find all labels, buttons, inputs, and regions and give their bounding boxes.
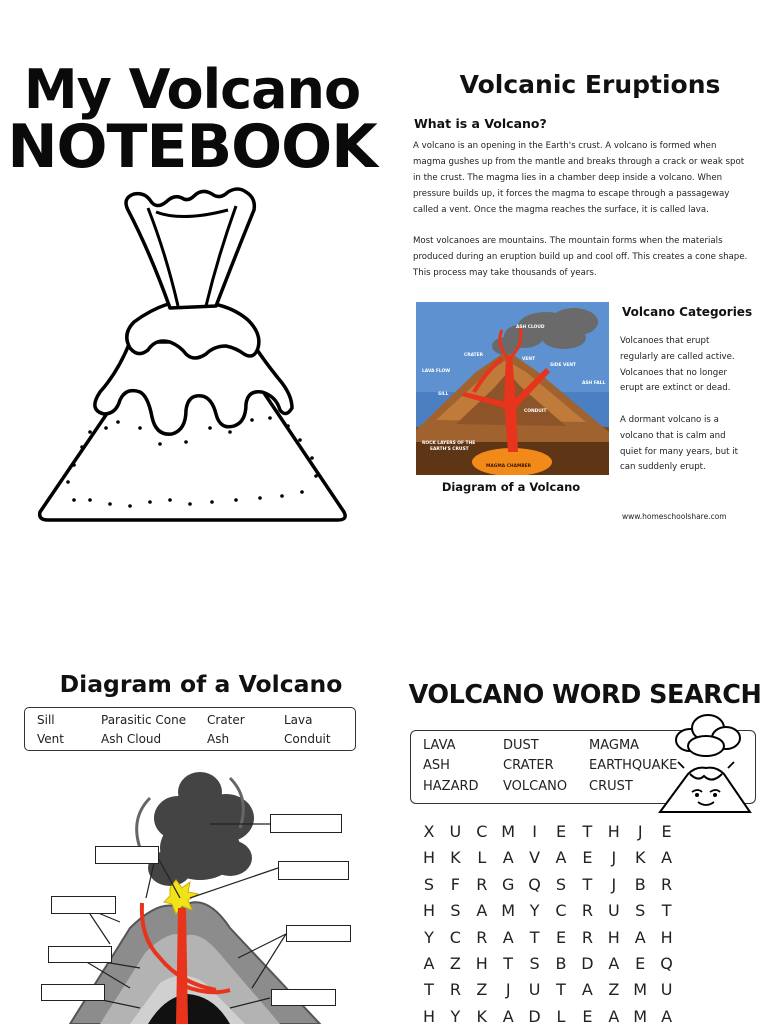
grid-letter[interactable]: L <box>556 1006 566 1026</box>
grid-letter[interactable]: R <box>661 874 673 894</box>
grid-letter[interactable]: X <box>423 822 435 841</box>
grid-letter[interactable]: H <box>422 848 436 868</box>
grid-letter[interactable]: Z <box>449 954 461 973</box>
grid-letter[interactable]: Z <box>476 980 488 1000</box>
grid-letter[interactable]: H <box>475 954 488 973</box>
grid-letter[interactable]: C <box>476 822 488 841</box>
grid-letter[interactable]: A <box>661 848 673 868</box>
grid-letter[interactable]: T <box>529 927 540 947</box>
word-bank-item: CRUST <box>589 779 633 794</box>
diagram-label-crater: CRATER <box>464 353 484 358</box>
grid-letter[interactable]: S <box>423 874 435 894</box>
grid-letter[interactable]: K <box>476 1006 488 1026</box>
word-bank-item: Crater <box>207 713 245 727</box>
blank-label-box[interactable] <box>286 925 351 942</box>
grid-letter[interactable]: B <box>634 874 646 894</box>
grid-letter[interactable]: T <box>661 901 672 921</box>
grid-letter[interactable]: J <box>505 980 511 1000</box>
grid-letter[interactable]: U <box>528 980 541 1000</box>
diagram-label-conduit: CONDUIT <box>524 409 547 414</box>
grid-letter[interactable]: Y <box>529 901 540 921</box>
blank-label-box[interactable] <box>51 896 116 914</box>
grid-letter[interactable]: E <box>555 927 567 947</box>
grid-letter[interactable]: G <box>501 874 515 894</box>
eruptions-paragraph-1: A volcano is an opening in the Earth's crust. A volcano is formed when magma gushes up from the mantle and breaks through a crack or weak spot in the crust. The magma lies in a chamber deep inside a volcano. When pressure builds up, it forces the magma to escape through a passageway called a vent. Once the magma reaches the surface, it is called lava. <box>413 141 745 215</box>
eruptions-paragraph-2: Most volcanoes are mountains. The mountain forms when the materials produced during an eruption build up and cool off. This creates a cone shape. This process may take thousands of years. <box>413 236 748 278</box>
volcano-categories-heading: Volcano Categories <box>622 305 753 319</box>
grid-letter[interactable]: C <box>555 901 567 921</box>
diagram-word-bank <box>24 707 356 751</box>
grid-letter[interactable]: U <box>607 901 620 921</box>
grid-letter[interactable]: D <box>528 1006 541 1026</box>
grid-letter[interactable]: K <box>634 848 646 868</box>
grid-letter[interactable]: R <box>476 927 488 947</box>
grid-letter[interactable]: Y <box>450 1006 461 1026</box>
word-bank-item: ASH <box>423 758 450 773</box>
grid-letter[interactable]: M <box>501 901 516 921</box>
grid-letter[interactable]: E <box>661 822 672 841</box>
grid-letter[interactable]: Q <box>660 954 673 973</box>
word-bank-item: MAGMA <box>589 738 640 753</box>
grid-letter[interactable]: T <box>582 874 593 894</box>
grid-letter[interactable]: A <box>661 1006 673 1026</box>
grid-letter[interactable]: M <box>501 822 516 841</box>
diagram-label-ash-fall: ASH FALL <box>582 381 606 386</box>
grid-letter[interactable]: L <box>477 848 487 868</box>
word-bank-item: Vent <box>37 732 64 746</box>
volcano-outline-illustration <box>30 182 354 528</box>
diagram-label-side-vent: SIDE VENT <box>550 363 577 368</box>
word-bank-item: Ash Cloud <box>101 732 162 746</box>
diagram-label-rock-layers-2: EARTH'S CRUST <box>430 447 469 452</box>
grid-letter[interactable]: S <box>635 901 646 921</box>
diagram-label-vent: VENT <box>522 357 536 362</box>
grid-letter[interactable]: A <box>423 954 435 973</box>
cover-title-line2: NOTEBOOK <box>7 112 377 182</box>
cartoon-volcano-icon <box>652 708 756 818</box>
grid-letter[interactable]: H <box>607 822 620 841</box>
grid-letter[interactable]: A <box>634 927 646 947</box>
grid-letter[interactable]: D <box>581 954 594 973</box>
blank-label-box[interactable] <box>41 984 105 1001</box>
word-bank-item: Lava <box>284 713 313 727</box>
grid-letter[interactable]: M <box>633 980 648 1000</box>
grid-letter[interactable]: U <box>660 980 673 1000</box>
grid-letter[interactable]: Z <box>608 980 620 1000</box>
grid-letter[interactable]: J <box>611 848 617 868</box>
diagram-label-ash-cloud: ASH CLOUD <box>516 325 545 330</box>
grid-letter[interactable]: V <box>529 848 541 868</box>
grid-letter[interactable]: S <box>555 874 567 894</box>
grid-letter[interactable]: Y <box>424 927 434 947</box>
blank-label-box[interactable] <box>271 989 336 1006</box>
grid-letter[interactable]: E <box>635 954 646 973</box>
grid-letter[interactable]: T <box>503 954 514 973</box>
word-search-title: VOLCANO WORD SEARCH <box>408 680 762 710</box>
grid-letter[interactable]: T <box>556 980 566 1000</box>
grid-letter[interactable]: H <box>422 1006 436 1026</box>
word-bank-item: VOLCANO <box>503 779 568 794</box>
grid-letter[interactable]: S <box>529 954 540 973</box>
grid-letter[interactable]: A <box>581 980 593 1000</box>
grid-letter[interactable]: A <box>502 927 514 947</box>
blank-label-box[interactable] <box>278 861 349 880</box>
grid-letter[interactable]: A <box>555 848 567 868</box>
grid-letter[interactable]: J <box>637 822 643 841</box>
word-bank-item: HAZARD <box>423 779 479 794</box>
volcano-categories-text-1: Volcanoes that erupt regularly are called active. Volcanoes that no longer erupt are extinct or dead. <box>620 336 735 394</box>
diagram-worksheet-title: Diagram of a Volcano <box>59 670 343 698</box>
word-bank-item: LAVA <box>423 738 456 753</box>
word-bank-item: CRATER <box>503 758 554 773</box>
grid-letter[interactable]: U <box>449 822 462 841</box>
grid-letter[interactable]: C <box>449 927 461 947</box>
grid-letter[interactable]: Q <box>528 874 541 894</box>
grid-letter[interactable]: A <box>608 1006 620 1026</box>
word-bank-item: Parasitic Cone <box>101 713 187 727</box>
word-bank-item: Sill <box>37 713 55 727</box>
word-bank-item: Conduit <box>284 732 331 746</box>
grid-letter[interactable]: E <box>555 822 567 841</box>
diagram-label-sill: SILL <box>438 392 449 397</box>
grid-letter[interactable]: H <box>660 927 673 947</box>
grid-letter[interactable]: T <box>424 980 434 1000</box>
grid-letter[interactable]: H <box>422 901 436 921</box>
cover-title-line1: My Volcano <box>23 58 361 121</box>
grid-letter[interactable]: E <box>582 1006 593 1026</box>
grid-letter[interactable]: A <box>502 1006 514 1026</box>
grid-letter[interactable]: S <box>450 901 461 921</box>
what-is-volcano-heading: What is a Volcano? <box>414 116 547 131</box>
grid-letter[interactable]: A <box>476 901 488 921</box>
blank-label-box[interactable] <box>48 946 112 963</box>
diagram-label-rock-layers-1: ROCK LAYERS OF THE <box>422 441 476 446</box>
eruptions-title: Volcanic Eruptions <box>459 70 721 99</box>
grid-letter[interactable]: J <box>611 874 617 894</box>
word-bank-item: DUST <box>503 738 539 753</box>
grid-letter[interactable]: M <box>633 1006 648 1026</box>
volcano-cross-section-diagram <box>416 302 609 475</box>
word-bank-item: Ash <box>207 732 230 746</box>
grid-letter[interactable]: B <box>555 954 567 973</box>
grid-letter[interactable]: I <box>532 822 537 841</box>
diagram-caption: Diagram of a Volcano <box>441 480 581 494</box>
grid-letter[interactable]: R <box>581 927 593 947</box>
blank-label-box[interactable] <box>270 814 342 833</box>
word-bank-item: EARTHQUAKE <box>589 758 678 773</box>
grid-letter[interactable]: R <box>449 980 461 1000</box>
website-url: www.homeschoolshare.com <box>622 512 727 521</box>
volcano-categories-text-2: A dormant volcano is a volcano that is calm and quiet for many years, but it can suddenly erupt. <box>620 415 739 473</box>
grid-letter[interactable]: A <box>608 954 620 973</box>
grid-letter[interactable]: K <box>450 848 461 868</box>
grid-letter[interactable]: H <box>607 927 620 947</box>
grid-letter[interactable]: F <box>450 874 460 894</box>
blank-label-box[interactable] <box>95 846 159 864</box>
grid-letter[interactable]: R <box>476 874 488 894</box>
diagram-label-lava-flow: LAVA FLOW <box>422 369 451 374</box>
diagram-label-magma-chamber: MAGMA CHAMBER <box>486 464 532 469</box>
grid-letter[interactable]: E <box>582 848 593 868</box>
grid-letter[interactable]: A <box>502 848 514 868</box>
grid-letter[interactable]: R <box>581 901 593 921</box>
grid-letter[interactable]: T <box>582 822 593 841</box>
